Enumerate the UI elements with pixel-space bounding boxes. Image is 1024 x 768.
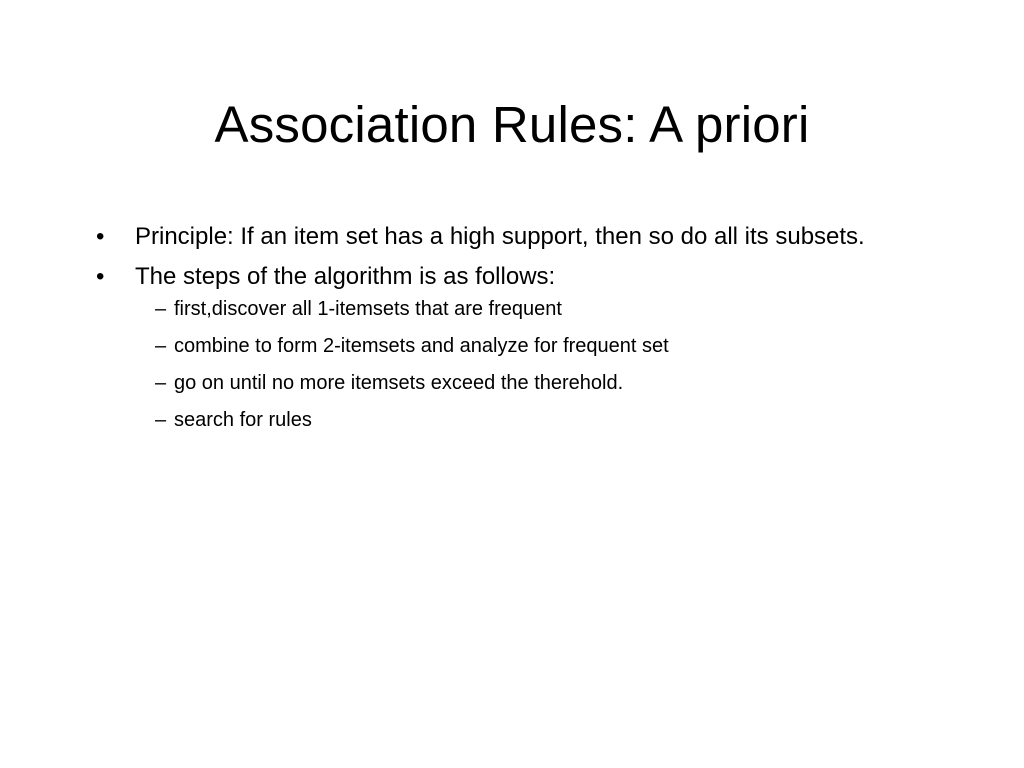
- dash-marker: –: [155, 298, 167, 320]
- bullet-marker: •: [96, 263, 105, 290]
- dash-marker: –: [155, 409, 167, 431]
- sub-bullet-text: first,discover all 1-itemsets that are frequent: [174, 298, 562, 320]
- sub-bullet-item: [135, 369, 906, 397]
- dash-marker: –: [155, 372, 167, 394]
- sub-bullet-text: combine to form 2-itemsets and analyze for frequent set: [174, 335, 669, 357]
- sub-bullet-item: [135, 406, 906, 434]
- slide-title: Association Rules: A priori: [214, 96, 810, 153]
- sub-bullet-text: go on until no more itemsets exceed the therehold.: [174, 372, 624, 394]
- sub-bullet-text: search for rules: [174, 409, 312, 431]
- bullet-item: [96, 261, 906, 434]
- bullet-item: [96, 221, 906, 253]
- bullet-text: The steps of the algorithm is as follows:: [135, 263, 556, 290]
- sub-bullet-item: [135, 295, 906, 323]
- sub-bullet-list: [135, 295, 906, 434]
- bullet-text: Principle: If an item set has a high support, then so do all its subsets.: [135, 223, 865, 250]
- bullet-marker: •: [96, 223, 105, 250]
- dash-marker: –: [155, 335, 167, 357]
- sub-bullet-item: [135, 332, 906, 360]
- bullet-list: [96, 221, 906, 443]
